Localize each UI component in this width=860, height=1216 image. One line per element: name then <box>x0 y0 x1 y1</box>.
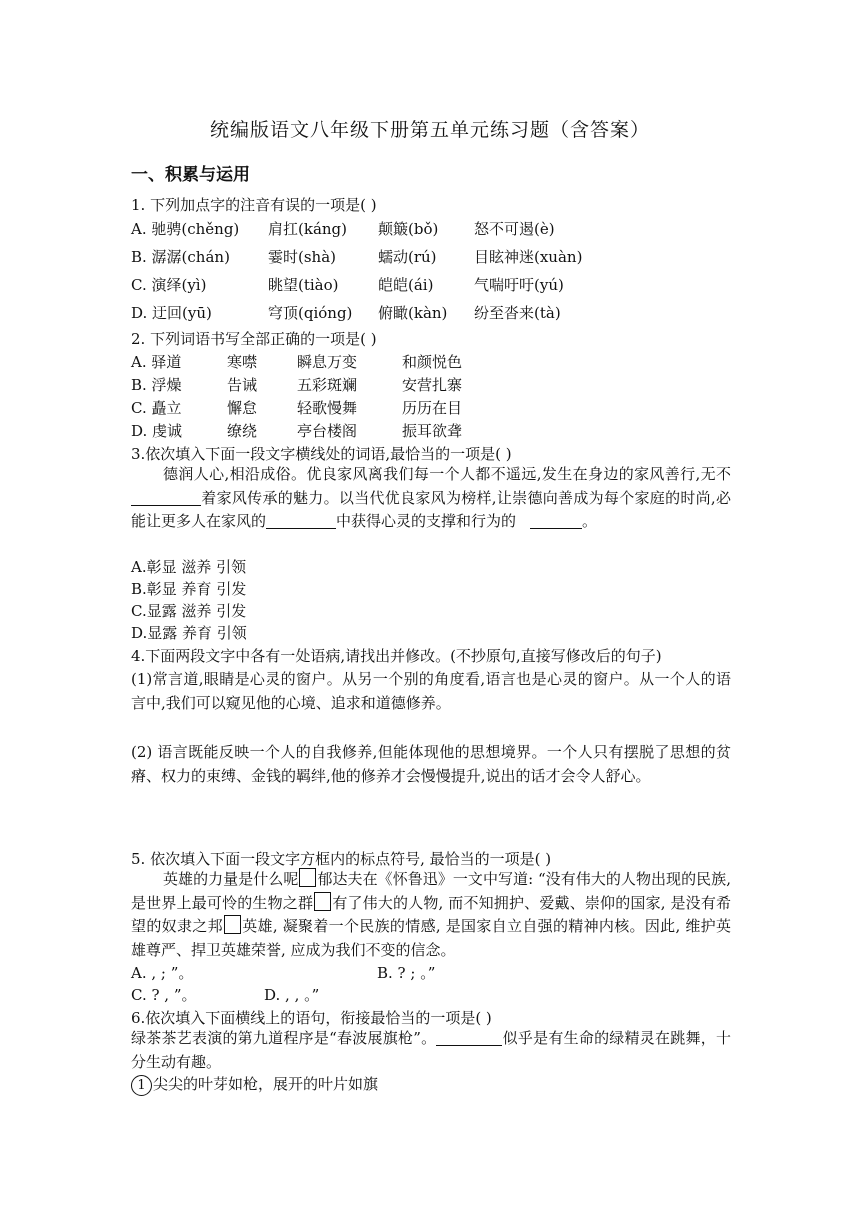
q5-options-cd <box>131 984 319 1006</box>
q5-text3: 有了伟大的人物, 而不知拥护、爱戴、崇仰的国家, 是没有希望的奴隶之邦 <box>131 893 731 936</box>
q2-b-word2: 告诫 <box>227 376 258 394</box>
q4-item-1: (1)常言道,眼睛是心灵的窗户。从另一个别的角度看,语言也是心灵的窗户。从一个人的语言中,我们可以窥见他的心境、追求和道德修养。 <box>131 670 731 712</box>
q2-a-word4: 和颜悦色 <box>402 353 463 371</box>
q1-d-word2: 穹顶(qióng) <box>268 304 353 322</box>
q2-d-word3: 亭台楼阁 <box>297 422 358 440</box>
page-title: 统编版语文八年级下册第五单元练习题（含答案） <box>209 119 650 141</box>
q5-option-c: C. ? , ”。 <box>131 986 197 1004</box>
q4-stem: 4.下面两段文字中各有一处语病,请找出并修改。(不抄原句,直接写修改后的句子) <box>131 647 662 665</box>
q6-stem: 6.依次填入下面横线上的语句，衔接最恰当的一项是( ) <box>131 1009 492 1027</box>
q2-c-word1: C. 矗立 <box>131 399 182 417</box>
q6-text1: 绿茶茶艺表演的第九道程序是“春波展旗枪”。 <box>131 1029 437 1047</box>
q5-option-d: D. , , 。” <box>264 986 320 1004</box>
q5-box-2 <box>314 892 331 911</box>
q1-option-b <box>131 246 582 268</box>
q5-option-a: A. , ; ”。 <box>131 964 194 982</box>
q2-option-d <box>131 420 462 442</box>
q3-option-a: A.彰显 滋养 引领 <box>131 558 247 576</box>
q1-option-d <box>131 302 561 324</box>
q2-b-word3: 五彩斑斓 <box>297 376 358 394</box>
q1-a-word1: A. 驰骋(chěng) <box>131 220 240 238</box>
q3-blank-2 <box>266 512 336 529</box>
q2-d-word2: 缭绕 <box>227 422 258 440</box>
q3-option-d: D.显露 养育 引领 <box>131 624 247 642</box>
q3-text1: 德润人心,相沿成俗。优良家风离我们每一个人都不遥远,发生在身边的家风善行,无不 <box>163 465 731 483</box>
q2-b-word4: 安营扎寨 <box>402 376 463 394</box>
q5-box-1 <box>299 868 316 887</box>
q1-d-word4: 纷至沓来(tà) <box>474 304 561 322</box>
q1-b-word1: B. 潺潺(chán) <box>131 248 230 266</box>
q6-item-1 <box>131 1073 378 1096</box>
q5-box-3 <box>224 915 241 934</box>
q2-a-word2: 寒噤 <box>227 353 258 371</box>
q3-blank-1 <box>131 489 201 506</box>
q1-b-word2: 霎时(shà) <box>268 248 337 266</box>
q1-b-word3: 蠕动(rú) <box>378 248 437 266</box>
q1-d-word1: D. 迂回(yū) <box>131 304 212 322</box>
q3-stem: 3.依次填入下面一段文字横线处的词语,最恰当的一项是( ) <box>131 445 512 463</box>
q5-passage <box>131 868 731 962</box>
q1-c-word3: 皑皑(ái) <box>378 276 434 294</box>
q6-text2: 似乎是有生命的绿精灵在跳舞，十分生动有趣。 <box>131 1029 731 1071</box>
q5-text1: 英雄的力量是什么呢 <box>163 870 299 888</box>
q1-a-word4: 怒不可遏(è) <box>474 220 555 238</box>
q3-text4: 。 <box>582 512 598 531</box>
q3-text2: 着家风传承的魅力。以当代优良家风为榜样,让崇德向善成为每个家庭的时尚,必能让更多人在家风的 <box>131 488 731 531</box>
q1-stem: 1. 下列加点字的注音有误的一项是( ) <box>131 196 377 214</box>
q1-c-word4: 气喘吁吁(yú) <box>474 276 564 294</box>
q2-d-word4: 振耳欲聋 <box>402 422 463 440</box>
q2-stem: 2. 下列词语书写全部正确的一项是( ) <box>131 330 377 348</box>
q1-b-word4: 目眩神迷(xuàn) <box>474 248 583 266</box>
q1-a-word2: 肩扛(káng) <box>268 220 347 238</box>
q5-options-ab <box>131 962 435 984</box>
q3-option-c: C.显露 滋养 引发 <box>131 602 247 620</box>
q2-option-b <box>131 374 462 396</box>
q2-c-word2: 懈怠 <box>227 399 258 417</box>
q5-text2: 郁达夫在《怀鲁迅》一文中写道: “没有伟大的人物出现的民族, 是世界上最可怜的生物之群 <box>131 870 731 912</box>
circled-number-icon: 1 <box>131 1075 152 1096</box>
q2-b-word1: B. 浮燥 <box>131 376 182 394</box>
q1-a-word3: 颠簸(bǒ) <box>378 220 439 238</box>
q2-d-word1: D. 虔诚 <box>131 422 183 440</box>
section-heading: 一、积累与运用 <box>131 165 250 185</box>
q5-stem: 5. 依次填入下面一段文字方框内的标点符号, 最恰当的一项是( ) <box>131 850 552 868</box>
q6-blank <box>436 1029 502 1046</box>
q2-option-a <box>131 351 462 373</box>
q1-option-c <box>131 274 564 296</box>
q5-option-b: B. ? ; 。” <box>377 964 436 982</box>
q5-text4: 英雄, 凝聚着一个民族的情感, 是国家自立自强的精神内核。因此, 维护英雄尊严、捍卫英雄荣誉, 应成为我们不变的信念。 <box>131 917 731 959</box>
q3-text3: 中获得心灵的支撑和行为的 <box>336 512 517 531</box>
q2-a-word1: A. 驿道 <box>131 353 182 371</box>
q6-passage <box>131 1027 731 1074</box>
q1-c-word2: 眺望(tiào) <box>268 276 339 294</box>
q3-blank-3 <box>530 512 582 529</box>
q2-a-word3: 瞬息万变 <box>297 353 358 371</box>
q3-passage <box>131 463 731 534</box>
q4-item-2: (2) 语言既能反映一个人的自我修养,但能体现他的思想境界。一个人只有摆脱了思想的贫瘠、权力的束缚、金钱的羁绊,他的修养才会慢慢提升,说出的话才会令人舒心。 <box>131 743 731 785</box>
q1-c-word1: C. 演绎(yì) <box>131 276 207 294</box>
q6-item-1-text: 尖尖的叶芽如枪，展开的叶片如旗 <box>153 1075 379 1093</box>
q1-option-a <box>131 218 555 240</box>
q2-option-c <box>131 397 462 419</box>
q1-d-word3: 俯瞰(kàn) <box>378 304 448 322</box>
q3-option-b: B.彰显 养育 引发 <box>131 580 247 598</box>
q2-c-word4: 历历在目 <box>402 399 463 417</box>
q2-c-word3: 轻歌慢舞 <box>297 399 358 417</box>
